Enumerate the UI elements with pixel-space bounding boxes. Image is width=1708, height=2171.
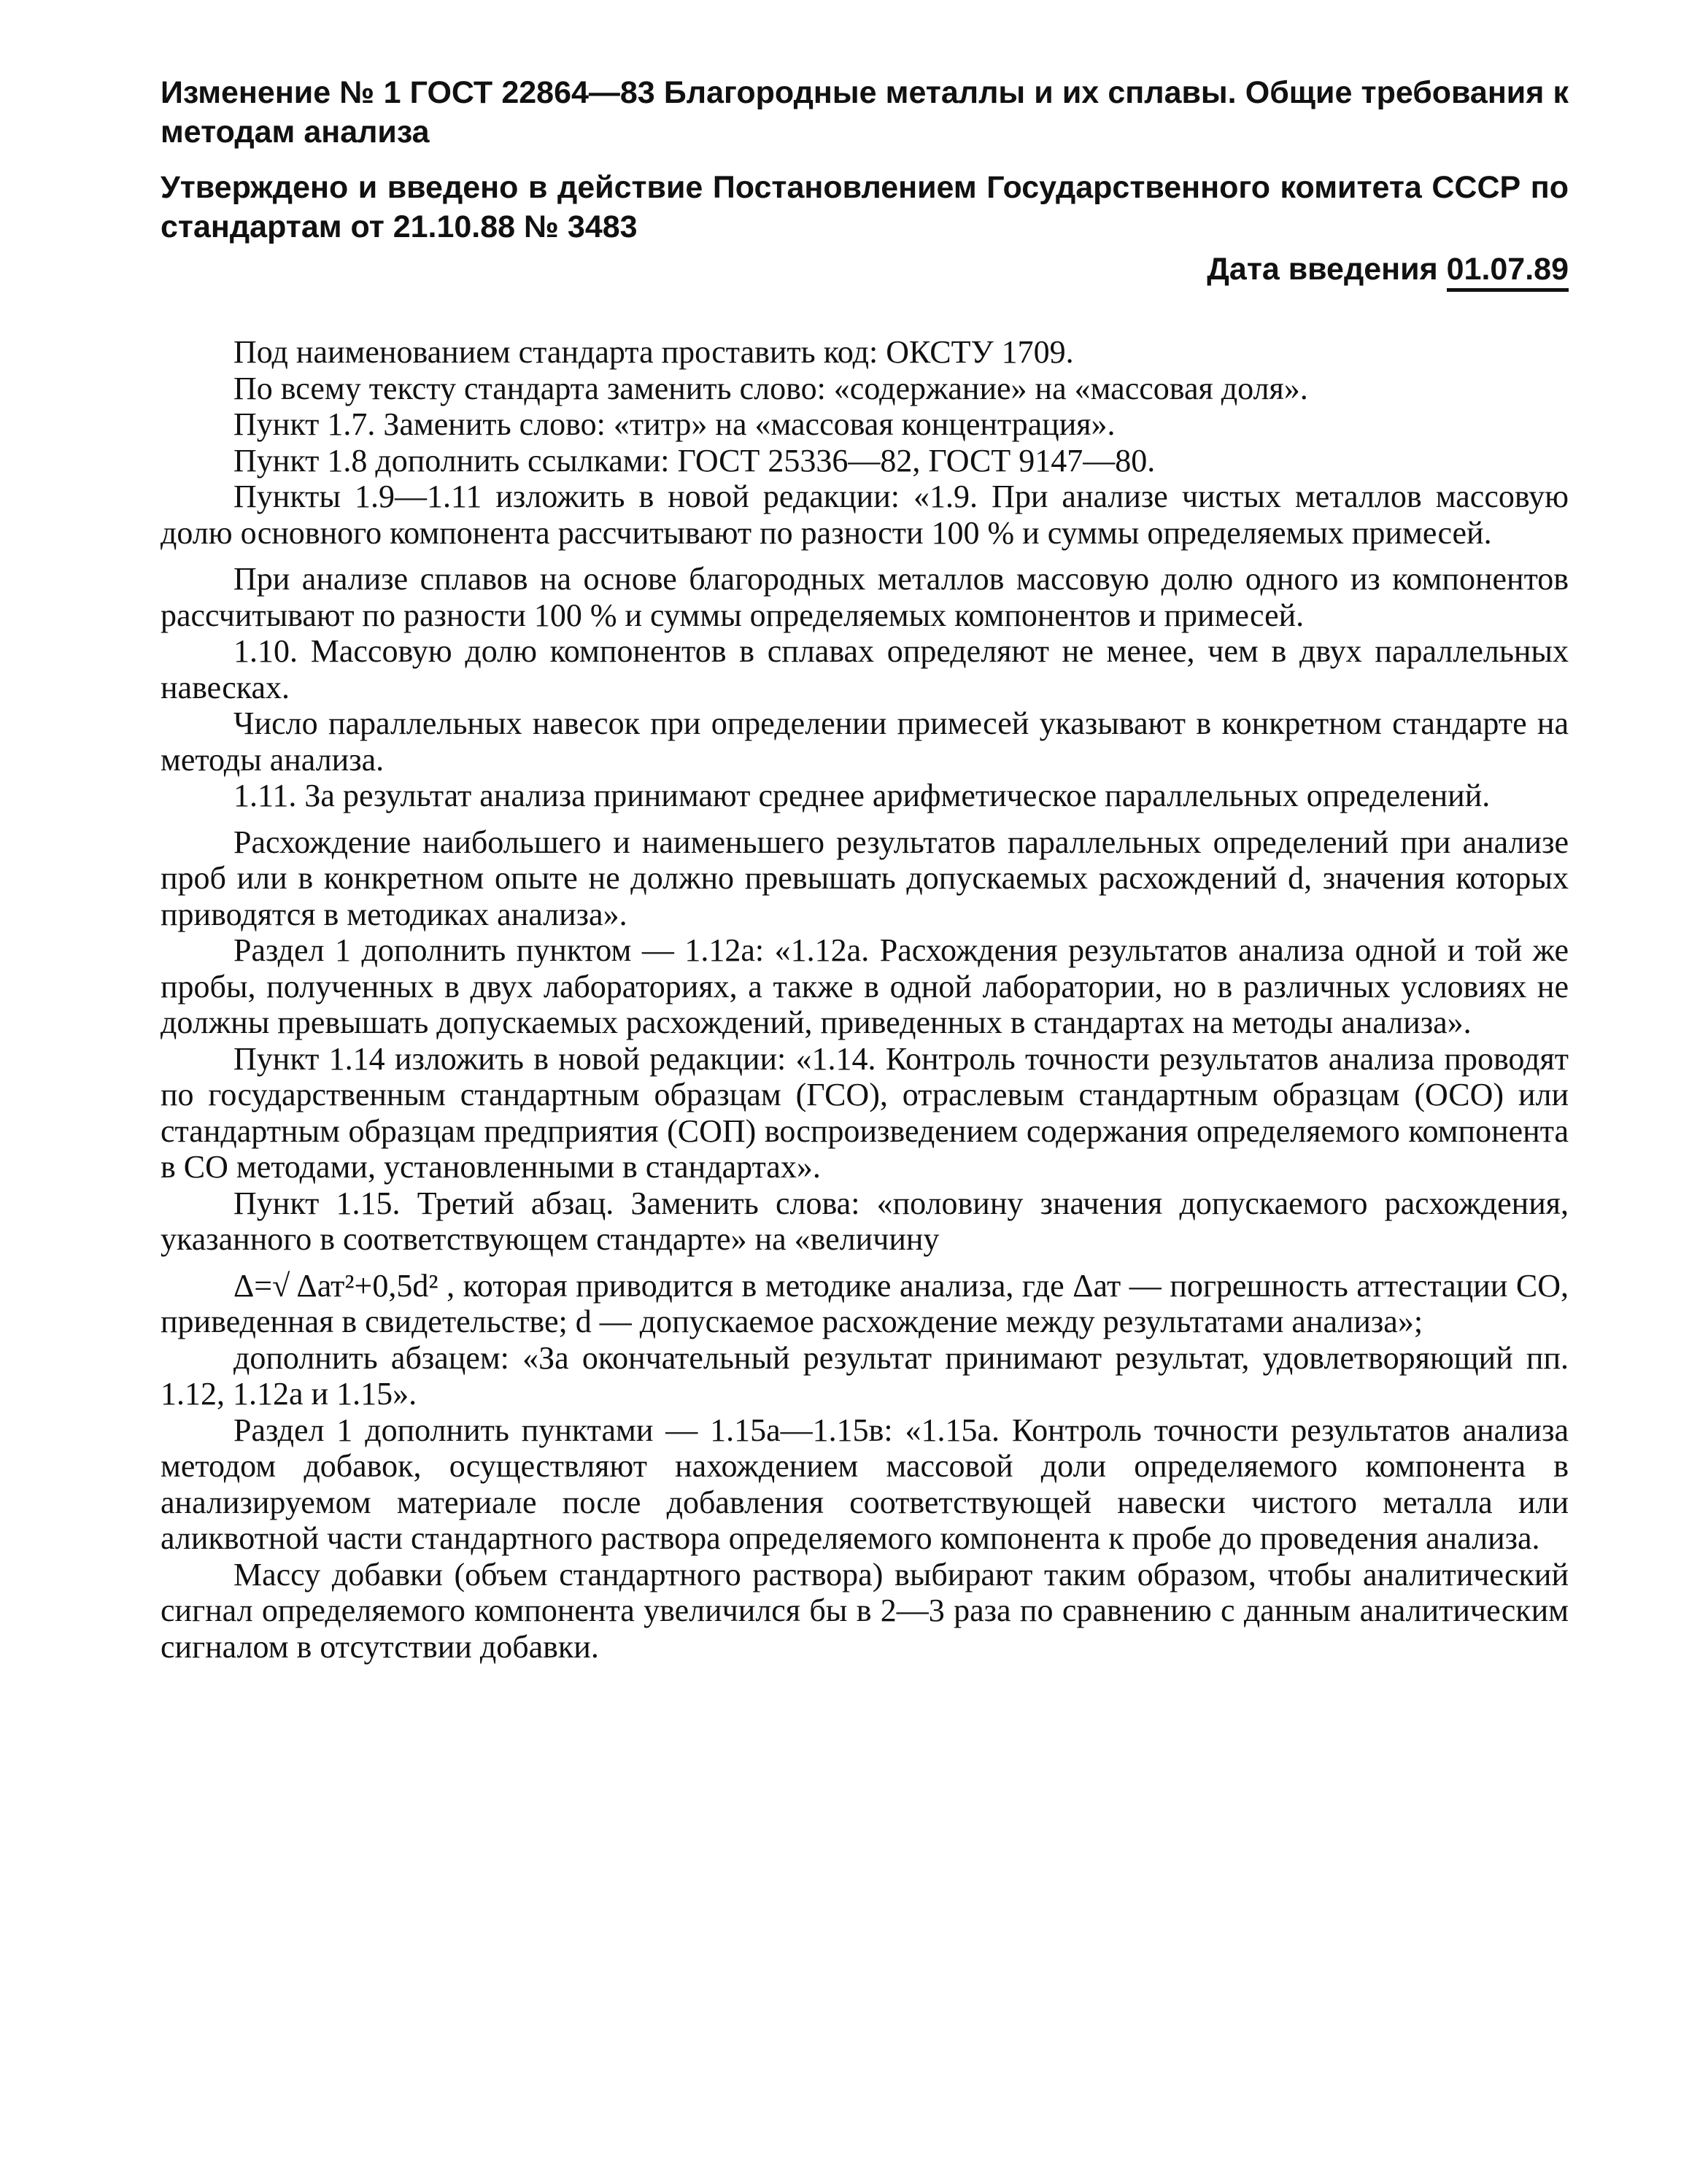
paragraph: Расхождение наибольшего и наименьшего результатов параллельных определений при анализе проб или в конкретном опыте не должно превышать допускаемых расхождений d, значения которых приводятся в методиках анализа». — [161, 824, 1569, 932]
paragraph: Раздел 1 дополнить пунктом — 1.12а: «1.12а. Расхождения результатов анализа одной и той же пробы, полученных в двух лабораториях, а также в одной лаборатории, но в различных условиях не должны превышать допускаемых расхождений, приведенных в стандартах на методы анализа». — [161, 932, 1569, 1040]
effective-date — [161, 249, 1569, 289]
paragraph: Пункт 1.7. Заменить слово: «титр» на «массовая концентрация». — [233, 406, 1116, 442]
paragraph: Раздел 1 дополнить пунктами — 1.15а—1.15в: «1.15а. Контроль точности результатов анализа методом добавок, осуществляют нахождением массовой доли определяемого компонента в анализируемом материале после добавления соответствующей навески чистого металла или аликвотной части стандартного раствора определяемого компонента к пробе до проведения анализа. — [161, 1412, 1569, 1556]
amendment-title: Изменение № 1 ГОСТ 22864—83 Благородные металлы и их сплавы. Общие требования к методам анализа — [161, 75, 1569, 150]
formula-paragraph: Δ=√ Δат²+0,5d² , которая приводится в методике анализа, где Δат — погрешность аттестации СО, приведенная в свидетельстве; d — допускаемое расхождение между результатами анализа»; — [161, 1267, 1569, 1339]
paragraph: Под наименованием стандарта проставить код: ОКСТУ 1709. — [233, 334, 1074, 370]
document-page — [161, 73, 1569, 1665]
paragraph: При анализе сплавов на основе благородных металлов массовую долю одного из компонентов рассчитывают по разности 100 % и суммы определяемых компонентов и примесей. — [161, 561, 1569, 633]
approval-statement: Утверждено и введено в действие Постановлением Государственного комитета СССР по стандартам от 21.10.88 № 3483 — [161, 170, 1569, 244]
paragraph: дополнить абзацем: «За окончательный результат принимают результат, удовлетворяющий пп. 1.12, 1.12а и 1.15». — [161, 1339, 1569, 1412]
paragraph: Массу добавки (объем стандартного раствора) выбирают таким образом, чтобы аналитический сигнал определяемого компонента увеличился бы в 2—3 раза по сравнению с данным аналитическим сигналом в отсутствии добавки. — [161, 1556, 1569, 1665]
amendment-body — [161, 334, 1569, 1665]
paragraph: 1.11. За результат анализа принимают среднее арифметическое параллельных определений. — [233, 778, 1491, 813]
paragraph: 1.10. Массовую долю компонентов в сплавах определяют не менее, чем в двух параллельных навесках. — [161, 633, 1569, 705]
paragraph: Пункт 1.8 дополнить ссылками: ГОСТ 25336—82, ГОСТ 9147—80. — [233, 442, 1156, 479]
paragraph: Число параллельных навесок при определении примесей указывают в конкретном стандарте на методы анализа. — [161, 705, 1569, 778]
paragraph: Пункт 1.14 изложить в новой редакции: «1.14. Контроль точности результатов анализа проводят по государственным стандартным образцам (ГСО), отраслевым стандартным образцам (ОСО) или стандартным образцам предприятия (СОП) воспроизведением содержания определяемого компонента в СО методами, установленными в стандартах». — [161, 1040, 1569, 1185]
paragraph: Пункт 1.15. Третий абзац. Заменить слова: «половину значения допускаемого расхождения, указанного в соответствующем стандарте» на «величину — [161, 1185, 1569, 1257]
date-label: Дата введения — [1207, 252, 1438, 287]
date-value: 01.07.89 — [1447, 252, 1569, 292]
paragraph: Пункты 1.9—1.11 изложить в новой редакции: «1.9. При анализе чистых металлов массовую долю основного компонента рассчитывают по разности 100 % и суммы определяемых примесей. — [161, 479, 1569, 551]
paragraph: По всему тексту стандарта заменить слово: «содержание» на «массовая доля». — [233, 370, 1308, 406]
